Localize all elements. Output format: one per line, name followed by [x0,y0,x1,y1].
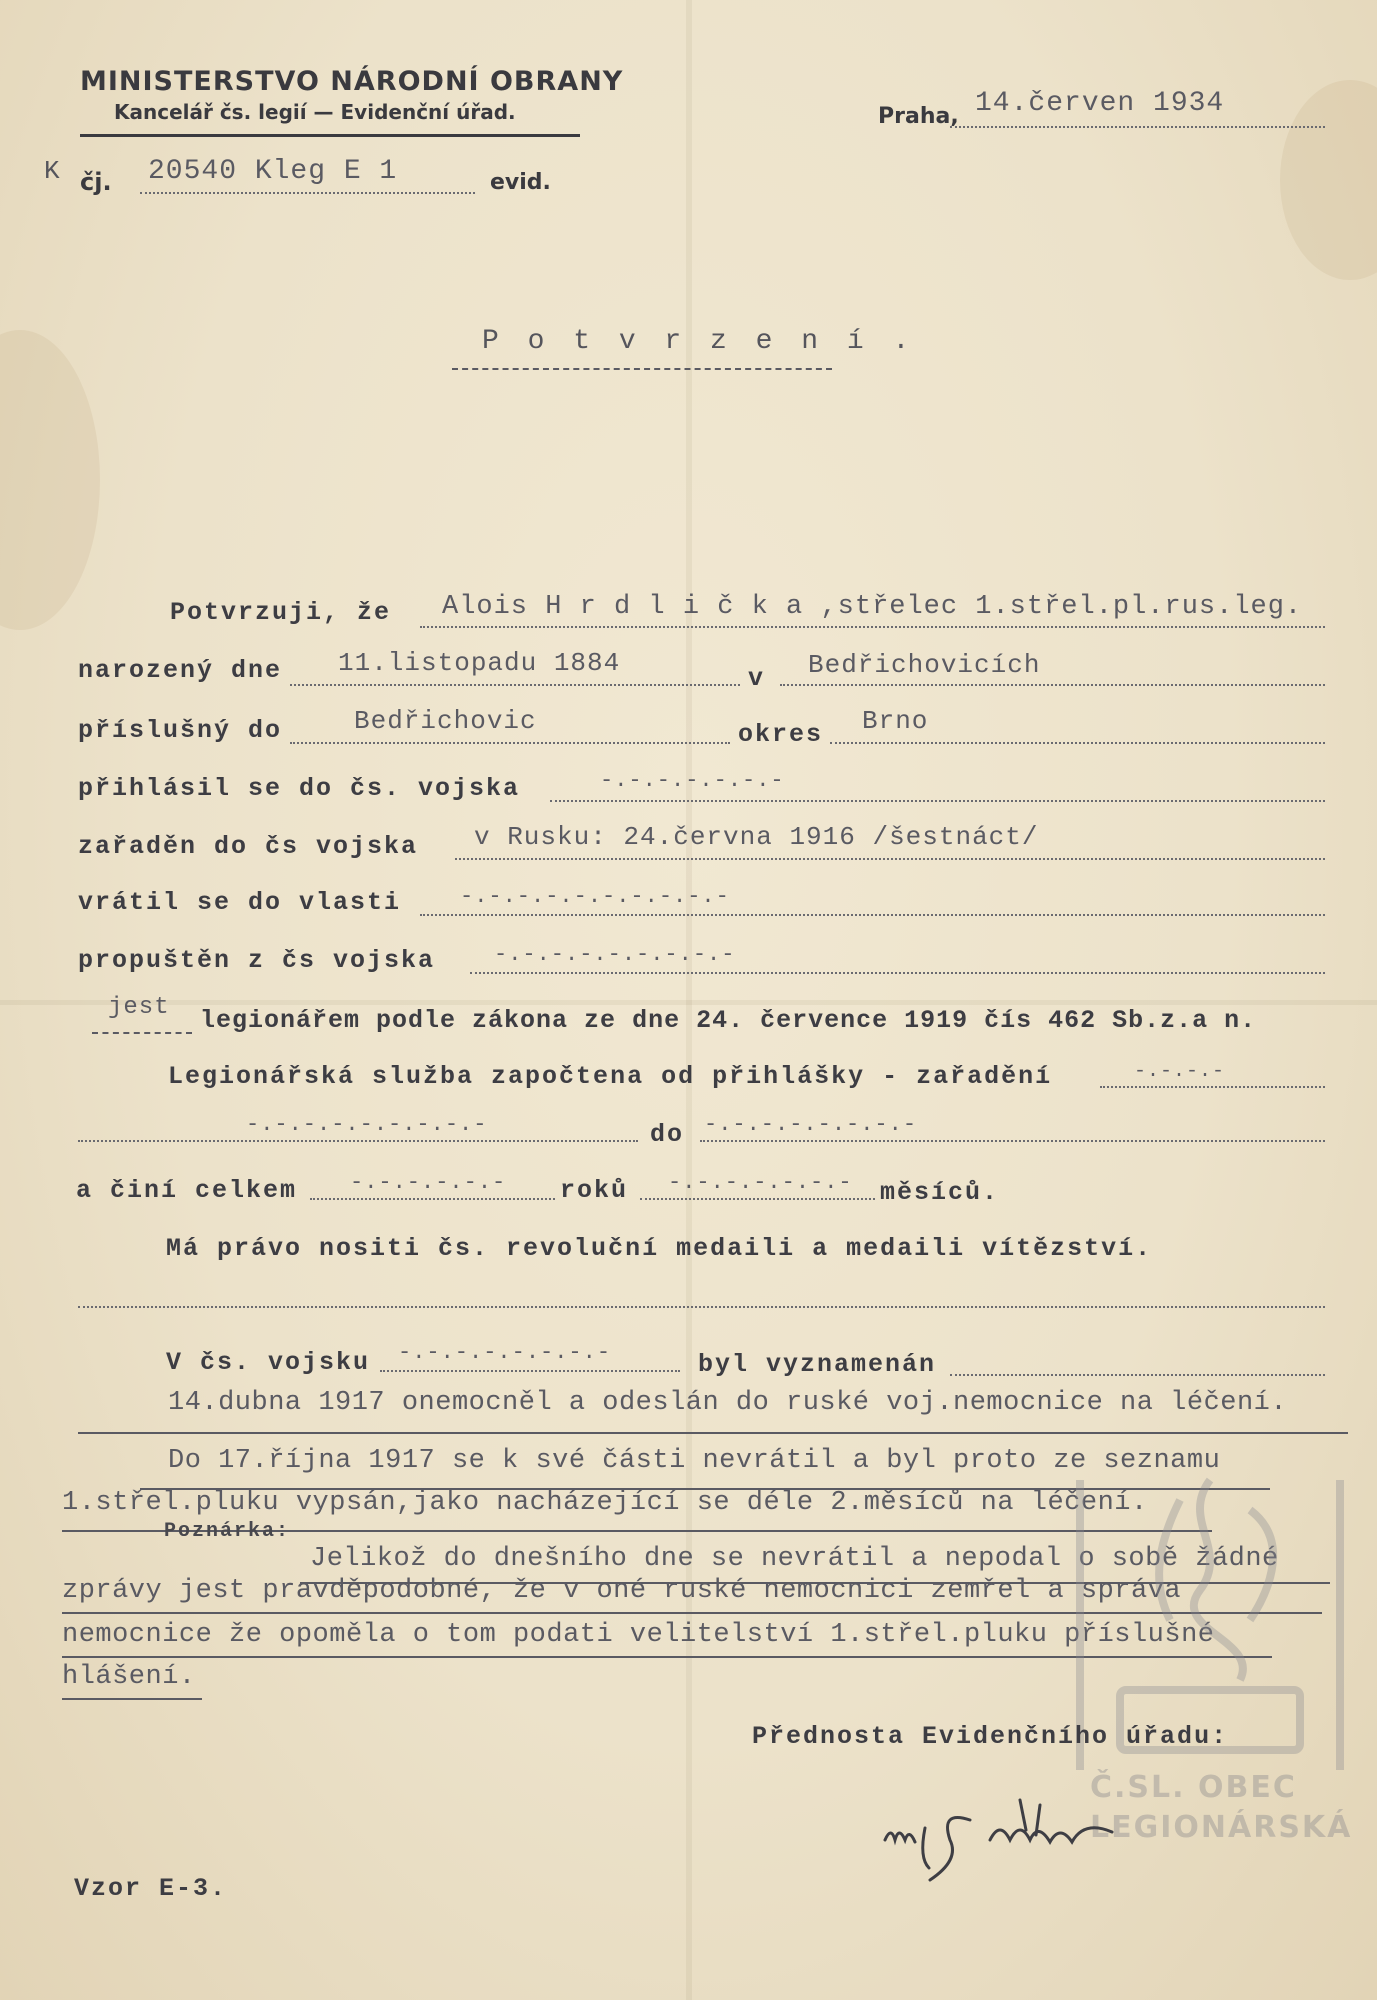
medal-text: Má právo nositi čs. revoluční medaili a medaili vítězství. [166,1234,1153,1263]
narrative-underline-1 [78,1432,1348,1434]
assigned-label: zařaděn do čs vojska [78,832,419,861]
form-code: Vzor E-3. [74,1874,228,1903]
note-line-1: Jelikož do dnešního dne se nevrátil a nepodal o sobě žádné [310,1544,1279,1574]
released-label: propuštěn z čs vojska [78,946,436,975]
returned-line [420,914,1325,916]
to-line [700,1140,1325,1142]
ref-prefix: K [44,156,60,186]
born-date: 11.listopadu 1884 [338,648,621,678]
note-label: Poznárka: [164,1520,291,1543]
ref-line [140,192,475,194]
narrative-line-1: 14.dubna 1917 onemocněl a odeslán do ruské voj.nemocnice na léčení. [168,1388,1288,1418]
service-line2 [78,1140,638,1142]
to-label: do [650,1120,685,1149]
document-title: P o t v r z e n í . [482,326,916,357]
years-label: roků [560,1176,629,1205]
born-place-line [780,684,1325,686]
paper-stain [0,330,100,630]
enlisted-value: -.-.-.-.-.-.- [600,768,785,793]
date-line [950,126,1325,128]
decorated-label-a: V čs. vojsku [166,1348,371,1377]
released-value: -.-.-.-.-.-.-.-.- [494,942,736,967]
title-underline [452,368,832,370]
service-value2: -.-.-.-.-.-.-.-.- [246,1112,488,1137]
enlisted-label: přihlásil se do čs. vojska [78,774,521,803]
service-value1: -.-.-.- [1134,1060,1226,1083]
header-rule [80,134,580,137]
total-years-value: -.-.-.-.-.- [350,1170,507,1195]
released-line [470,972,1325,974]
district-value: Brno [862,706,929,736]
ministry-name: MINISTERSTVO NÁRODNÍ OBRANY [80,66,624,97]
is-underline [92,1032,192,1034]
enlisted-line [550,800,1325,802]
signature-title: Přednosta Evidenčního úřadu: [752,1722,1229,1751]
service-line1 [1100,1086,1325,1088]
belongs-line [290,742,730,744]
is-value: jest [108,994,170,1021]
confirm-label: Potvrzuji, že [170,598,392,627]
confirm-line [420,626,1325,628]
decorated-label-b: byl vyznamenán [698,1350,937,1379]
note-line-2: zprávy jest pravděpodobné, že v oné ruské nemocnici zemřel a správa [62,1576,1182,1606]
note-underline-4 [62,1698,202,1700]
total-months-line [640,1198,875,1200]
total-years-line [310,1198,555,1200]
born-in-label: v [748,664,766,693]
handwritten-signature-icon [880,1780,1180,1890]
watermark-line-2: LEGIONÁRSKÁ [1090,1810,1353,1845]
district-line [830,742,1325,744]
city-label: Praha, [878,104,959,129]
service-label: Legionářská služba započtena od přihlášky - zařadění [168,1062,1053,1091]
belongs-value: Bedřichovic [354,706,537,736]
watermark-line-1: Č.SL. OBEC [1090,1770,1297,1805]
assigned-line [455,858,1325,860]
ref-label: čj. [80,168,112,196]
returned-label: vrátil se do vlasti [78,888,402,917]
narrative-line-3: 1.střel.pluku vypsán,jako nacházející se déle 2.měsíců na léčení. [62,1488,1148,1518]
ref-suffix: evid. [490,170,551,195]
narrative-line-2: Do 17.října 1917 se k své části nevrátil a byl proto ze seznamu [168,1446,1221,1476]
ref-number: 20540 Kleg E 1 [148,156,398,187]
signature [880,1780,1180,1890]
legion-law: legionářem podle zákona ze dne 24. července 1919 čís 462 Sb.z.a n. [200,1006,1257,1035]
belongs-label: příslušný do [78,716,283,745]
issue-date: 14.červen 1934 [975,88,1225,119]
born-label: narozený dne [78,656,283,685]
district-label: okres [738,720,824,749]
decorated-value: -.-.-.-.-.-.-.- [398,1340,612,1365]
total-label: a činí celkem [76,1176,298,1205]
paper-fold-horizontal [0,1000,1377,1005]
total-months-value: -.-.-.-.-.-.- [668,1170,853,1195]
decorated-line-b [950,1374,1325,1376]
decorated-line [380,1370,680,1372]
born-date-line [290,684,740,686]
paper-stain [1280,80,1377,280]
office-name: Kancelář čs. legií — Evidenční úřad. [114,100,516,124]
confirm-value: Alois H r d l i č k a ,střelec 1.střel.pl.rus.leg. [442,592,1303,622]
born-place: Bedřichovicích [808,650,1041,680]
returned-value: -.-.-.-.-.-.-.-.-.- [460,884,730,909]
note-line-4: hlášení. [62,1662,196,1692]
to-value: -.-.-.-.-.-.-.- [704,1112,918,1137]
note-line-3: nemocnice že opoměla o tom podati velitelství 1.střel.pluku příslušné [62,1620,1215,1650]
months-label: měsíců. [880,1178,1000,1207]
blank-line [78,1306,1325,1308]
assigned-value: v Rusku: 24.června 1916 /šestnáct/ [474,822,1039,852]
